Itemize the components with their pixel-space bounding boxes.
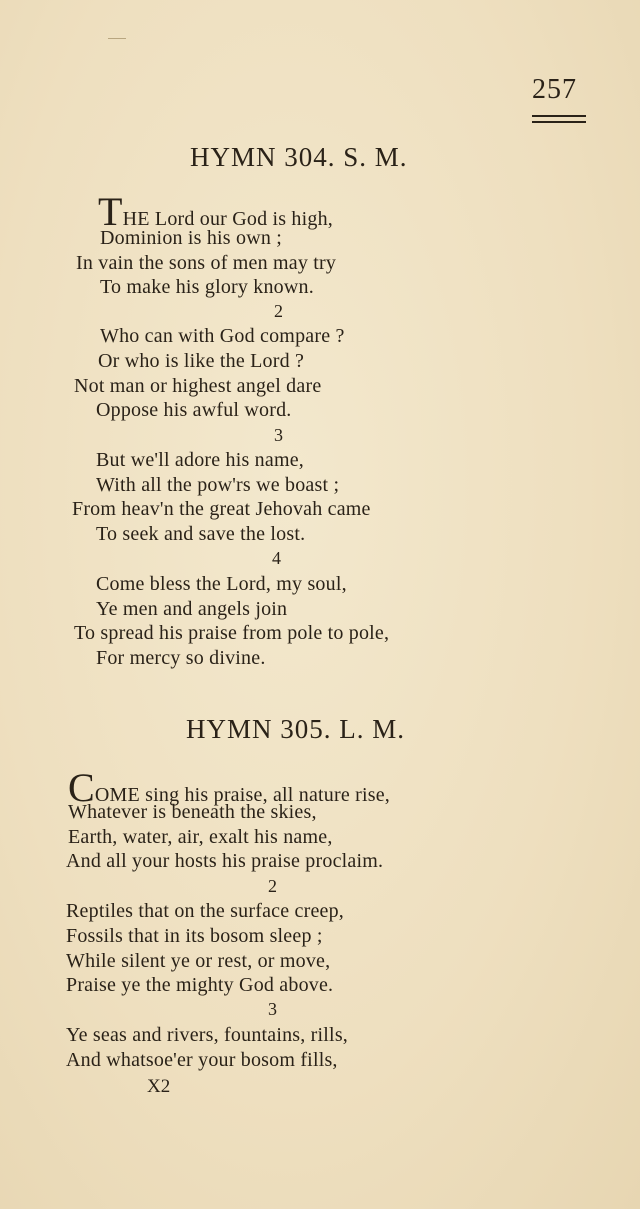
- verse-line: Praise ye the mighty God above.: [66, 974, 334, 996]
- verse-line: To spread his praise from pole to pole,: [74, 622, 390, 644]
- verse-line: From heav'n the great Jehovah came: [72, 498, 371, 520]
- hymn-305-first-line-text: OME sing his praise, all nature rise,: [94, 784, 391, 806]
- verse-line: Fossils that in its bosom sleep ;: [66, 925, 323, 947]
- hymn-305-dropcap: C: [68, 765, 95, 810]
- verse-line: Not man or highest angel dare: [74, 375, 322, 397]
- verse-line: Earth, water, air, exalt his name,: [68, 826, 333, 848]
- verse-number: 4: [272, 548, 281, 568]
- verse-line: With all the pow'rs we boast ;: [96, 474, 340, 496]
- verse-line: Ye seas and rivers, fountains, rills,: [66, 1024, 348, 1046]
- header-rule-top: [532, 115, 586, 117]
- hymn-304-first-line: [98, 189, 333, 234]
- verse-number: 3: [274, 425, 283, 445]
- verse-number: 2: [268, 876, 277, 896]
- verse-line: For mercy so divine.: [96, 647, 266, 669]
- verse-line: In vain the sons of men may try: [76, 252, 337, 274]
- verse-line: And whatsoe'er your bosom fills,: [66, 1049, 338, 1071]
- header-rule-bottom: [532, 121, 586, 123]
- verse-line: Or who is like the Lord ?: [98, 350, 305, 372]
- verse-line: To make his glory known.: [100, 276, 314, 298]
- hymn-305-title: HYMN 305. L. M.: [186, 714, 406, 744]
- verse-line: Who can with God compare ?: [100, 325, 345, 347]
- signature-mark: X2: [147, 1076, 171, 1097]
- verse-line: Oppose his awful word.: [96, 399, 292, 421]
- verse-number: 2: [274, 301, 283, 321]
- page-number: 257: [532, 74, 577, 105]
- verse-line: While silent ye or rest, or move,: [66, 950, 331, 972]
- verse-line: And all your hosts his praise proclaim.: [66, 850, 384, 872]
- paper-speck: [108, 38, 126, 39]
- verse-line: But we'll adore his name,: [96, 449, 304, 471]
- verse-line: Whatever is beneath the skies,: [68, 801, 317, 823]
- verse-line: Dominion is his own ;: [100, 227, 282, 249]
- verse-line: To seek and save the lost.: [96, 523, 306, 545]
- verse-line: Reptiles that on the surface creep,: [66, 900, 344, 922]
- hymn-304-dropcap: T: [98, 189, 123, 234]
- verse-line: Ye men and angels join: [96, 598, 288, 620]
- verse-number: 3: [268, 999, 277, 1019]
- verse-line: Come bless the Lord, my soul,: [96, 573, 347, 595]
- hymn-304-title: HYMN 304. S. M.: [190, 142, 408, 172]
- hymn-304-first-line-text: HE Lord our God is high,: [122, 208, 333, 230]
